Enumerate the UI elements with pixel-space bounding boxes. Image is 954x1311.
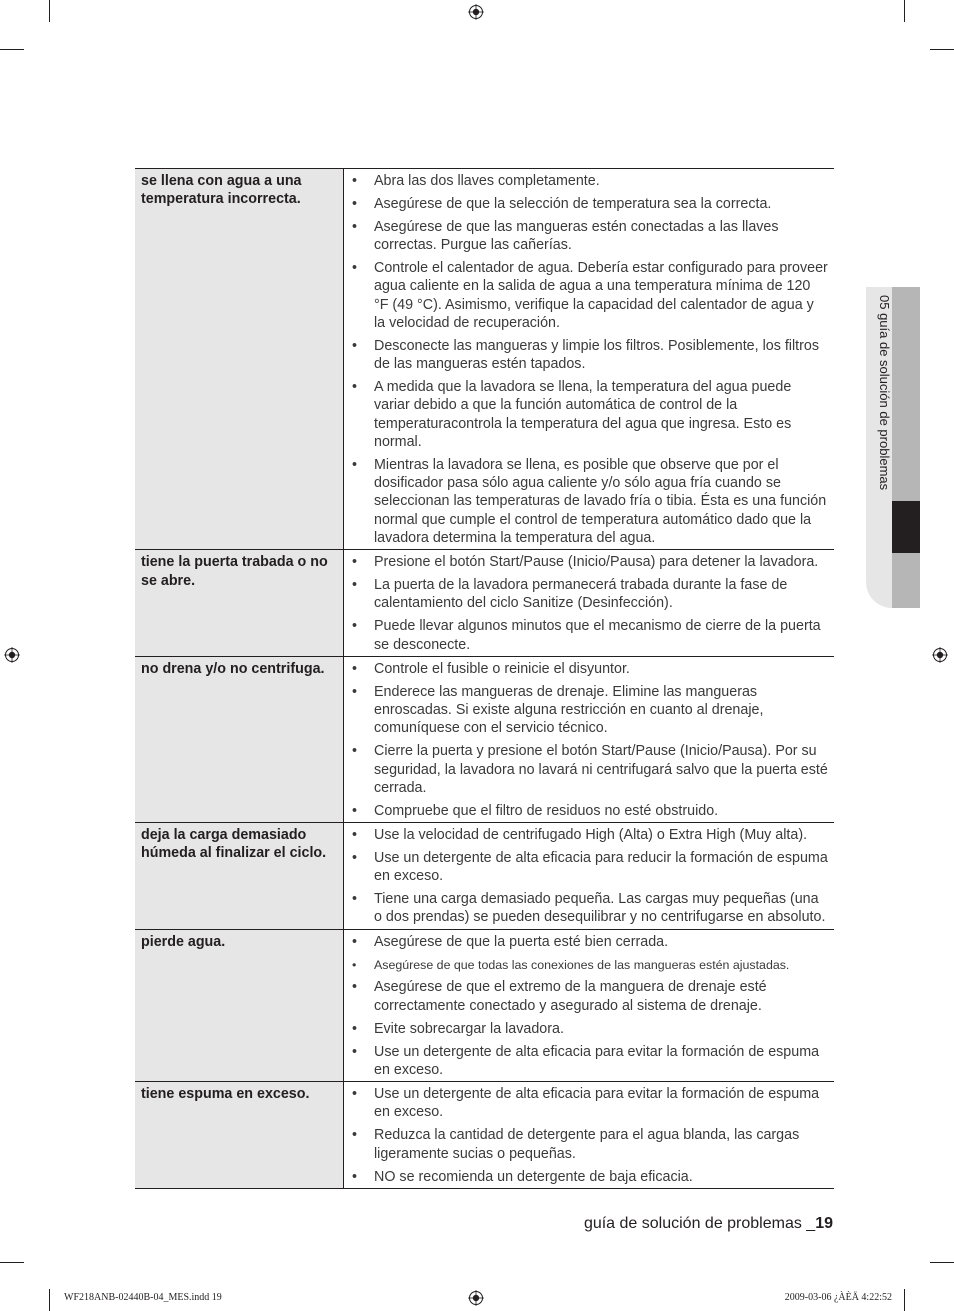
solution-text: Use un detergente de alta eficacia para evitar la formación de espuma en exceso. (374, 1043, 820, 1078)
solution-text: Use la velocidad de centrifugado High (Alta) o Extra High (Muy alta). (374, 827, 808, 844)
solution-text: Tiene una carga demasiado pequeña. Las cargas muy pequeñas (una o dos prendas) se pueden desequilibrar y no centrifugarse en absoluto. (374, 891, 826, 926)
crop-mark (0, 1262, 24, 1263)
bullet: • (352, 378, 358, 395)
crop-mark (930, 49, 954, 50)
bullet: • (352, 743, 358, 760)
crop-mark (49, 1289, 50, 1311)
bullet: • (352, 456, 358, 473)
table-row (135, 930, 834, 1082)
crop-mark (904, 0, 905, 22)
solution-text: Cierre la puerta y presione el botón Start/Pause (Inicio/Pausa). Por su seguridad, la lavadora no lavará ni centrifugará salvo que la puerta esté cerrada. (374, 743, 828, 796)
bullet: • (352, 979, 358, 996)
problem-cell: se llena con agua a una temperatura incorrecta. (135, 169, 344, 549)
problem-cell: pierde agua. (135, 930, 344, 1081)
chapter-tab-strip (892, 287, 920, 608)
registration-mark-icon (4, 647, 20, 663)
bullet: • (352, 933, 358, 950)
solutions-list (344, 169, 834, 549)
bullet: • (352, 337, 358, 354)
crop-mark (49, 0, 50, 22)
troubleshooting-table (135, 168, 834, 1189)
solution-text: Mientras la lavadora se llena, es posible que observe que por el dosificador pasa sólo agua caliente y/o sólo agua fría cuando se seleccionan las temperaturas de lavado fría o tibia. Ésta es una función normal que cumple el control de temperatura automático dado que la lavadora determina la temperatura del agua. (374, 456, 827, 546)
list-item (352, 978, 828, 1015)
slug-filename: WF218ANB-02440B-04_MES.indd 19 (64, 1292, 222, 1303)
solution-text: Asegúrese de que la selección de temperatura sea la correcta. (374, 195, 772, 212)
list-item (352, 802, 828, 820)
table-row (135, 1082, 834, 1189)
problem-cell: no drena y/o no centrifuga. (135, 657, 344, 822)
table-row (135, 169, 834, 550)
list-item (352, 553, 828, 571)
list-item (352, 849, 828, 886)
bullet: • (352, 802, 358, 819)
solution-text: Puede llevar algunos minutos que el mecanismo de cierre de la puerta se desconecte. (374, 618, 821, 653)
solution-text: Asegúrese de que el extremo de la manguera de drenaje esté correctamente conectado y asegurado al sistema de drenaje. (374, 979, 767, 1014)
bullet: • (352, 618, 358, 635)
problem-cell: tiene la puerta trabada o no se abre. (135, 550, 344, 656)
list-item (352, 195, 828, 213)
solutions-list (344, 823, 834, 929)
footer-section-title: guía de solución de problemas _ (583, 1215, 816, 1232)
registration-mark-icon (468, 1290, 484, 1306)
solution-text: Presione el botón Start/Pause (Inicio/Pausa) para detener la lavadora. (374, 554, 819, 571)
solution-text: Controle el fusible o reinicie el disyuntor. (374, 660, 630, 677)
list-item (352, 576, 828, 613)
solution-text: Use un detergente de alta eficacia para reducir la formación de espuma en exceso. (374, 849, 828, 885)
solution-text: Asegúrese de que las mangueras estén conectadas a las llaves correctas. Purgue las cañerías. (374, 218, 779, 254)
bullet: • (352, 218, 358, 235)
chapter-tab (866, 287, 920, 608)
list-item (352, 378, 828, 451)
list-item (352, 172, 828, 190)
bullet: • (352, 683, 358, 700)
bullet: • (352, 577, 358, 594)
chapter-tab-marker (892, 501, 920, 553)
crop-mark (930, 1262, 954, 1263)
solution-text: Use un detergente de alta eficacia para evitar la formación de espuma en exceso. (374, 1086, 820, 1121)
list-item (352, 683, 828, 738)
table-row (135, 823, 834, 930)
bullet: • (352, 827, 358, 844)
list-item (352, 1168, 828, 1186)
bullet: • (352, 1086, 358, 1103)
solutions-list (344, 930, 834, 1081)
bullet: • (352, 195, 358, 212)
list-item (352, 1126, 828, 1163)
solution-text: Asegúrese de que todas las conexiones de las mangueras estén ajustadas. (374, 957, 790, 972)
page-footer (584, 1215, 833, 1233)
list-item (352, 1085, 828, 1122)
list-item (352, 218, 828, 255)
bullet: • (352, 891, 358, 908)
list-item (352, 337, 828, 374)
solutions-list (344, 550, 834, 656)
bullet: • (352, 660, 358, 677)
bullet: • (352, 259, 358, 276)
solution-text: Asegúrese de que la puerta esté bien cerrada. (374, 933, 669, 950)
solution-text: Compruebe que el filtro de residuos no esté obstruido. (374, 802, 719, 819)
solutions-list (344, 1082, 834, 1188)
bullet: • (352, 173, 358, 189)
bullet: • (352, 849, 358, 866)
slug-timestamp: 2009-03-06 ¿ÀÈÄ 4:22:52 (784, 1292, 892, 1303)
solution-text: Desconecte las mangueras y limpie los filtros. Posiblemente, los filtros de las mangueras estén tapados. (374, 337, 819, 373)
list-item (352, 933, 828, 951)
list-item (352, 259, 828, 332)
page-number: 19 (815, 1215, 833, 1232)
list-item (352, 826, 828, 844)
chapter-tab-label: 05 guía de solución de problemas (877, 295, 892, 491)
list-item (352, 660, 828, 678)
solution-text: NO se recomienda un detergente de baja eficacia. (374, 1168, 693, 1185)
solution-text: La puerta de la lavadora permanecerá trabada durante la fase de calentamiento del ciclo Sanitize (Desinfección). (374, 577, 788, 612)
bullet: • (352, 1020, 358, 1037)
problem-cell: deja la carga demasiado húmeda al finalizar el ciclo. (135, 823, 344, 929)
solution-text: A medida que la lavadora se llena, la temperatura del agua puede variar debido a que la función automática de control de la temperaturacontrola la temperatura del agua que ingresa. Esto es normal. (374, 378, 792, 450)
bullet: • (352, 957, 357, 972)
bullet: • (352, 1043, 358, 1060)
list-item (352, 742, 828, 797)
table-row (135, 657, 834, 823)
table-row (135, 550, 834, 657)
solution-text: Abra las dos llaves completamente. (374, 173, 600, 189)
solution-text: Evite sobrecargar la lavadora. (374, 1020, 564, 1037)
list-item (352, 1043, 828, 1080)
bullet: • (352, 1127, 358, 1144)
list-item (352, 890, 828, 927)
list-item (352, 617, 828, 654)
list-item (352, 1020, 828, 1038)
solutions-list (344, 657, 834, 822)
solution-text: Reduzca la cantidad de detergente para el agua blanda, las cargas ligeramente sucias o pequeñas. (374, 1127, 800, 1162)
problem-cell: tiene espuma en exceso. (135, 1082, 344, 1188)
list-item (352, 456, 828, 547)
solution-text: Enderece las mangueras de drenaje. Elimine las mangueras enroscadas. Si existe alguna restricción en cuanto al drenaje, comuníquese con el servicio técnico. (374, 683, 764, 737)
list-item (352, 956, 828, 974)
bullet: • (352, 1168, 358, 1185)
solution-text: Controle el calentador de agua. Debería estar configurado para proveer agua caliente en la salida de agua a una temperatura mínima de 120 °F (49 °C). Asimismo, verifique la capacidad del calentador de agua y la velocidad de recuperación. (374, 259, 828, 331)
crop-mark (0, 49, 24, 50)
bullet: • (352, 554, 358, 571)
registration-mark-icon (932, 647, 948, 663)
crop-mark (904, 1289, 905, 1311)
registration-mark-icon (468, 4, 484, 20)
